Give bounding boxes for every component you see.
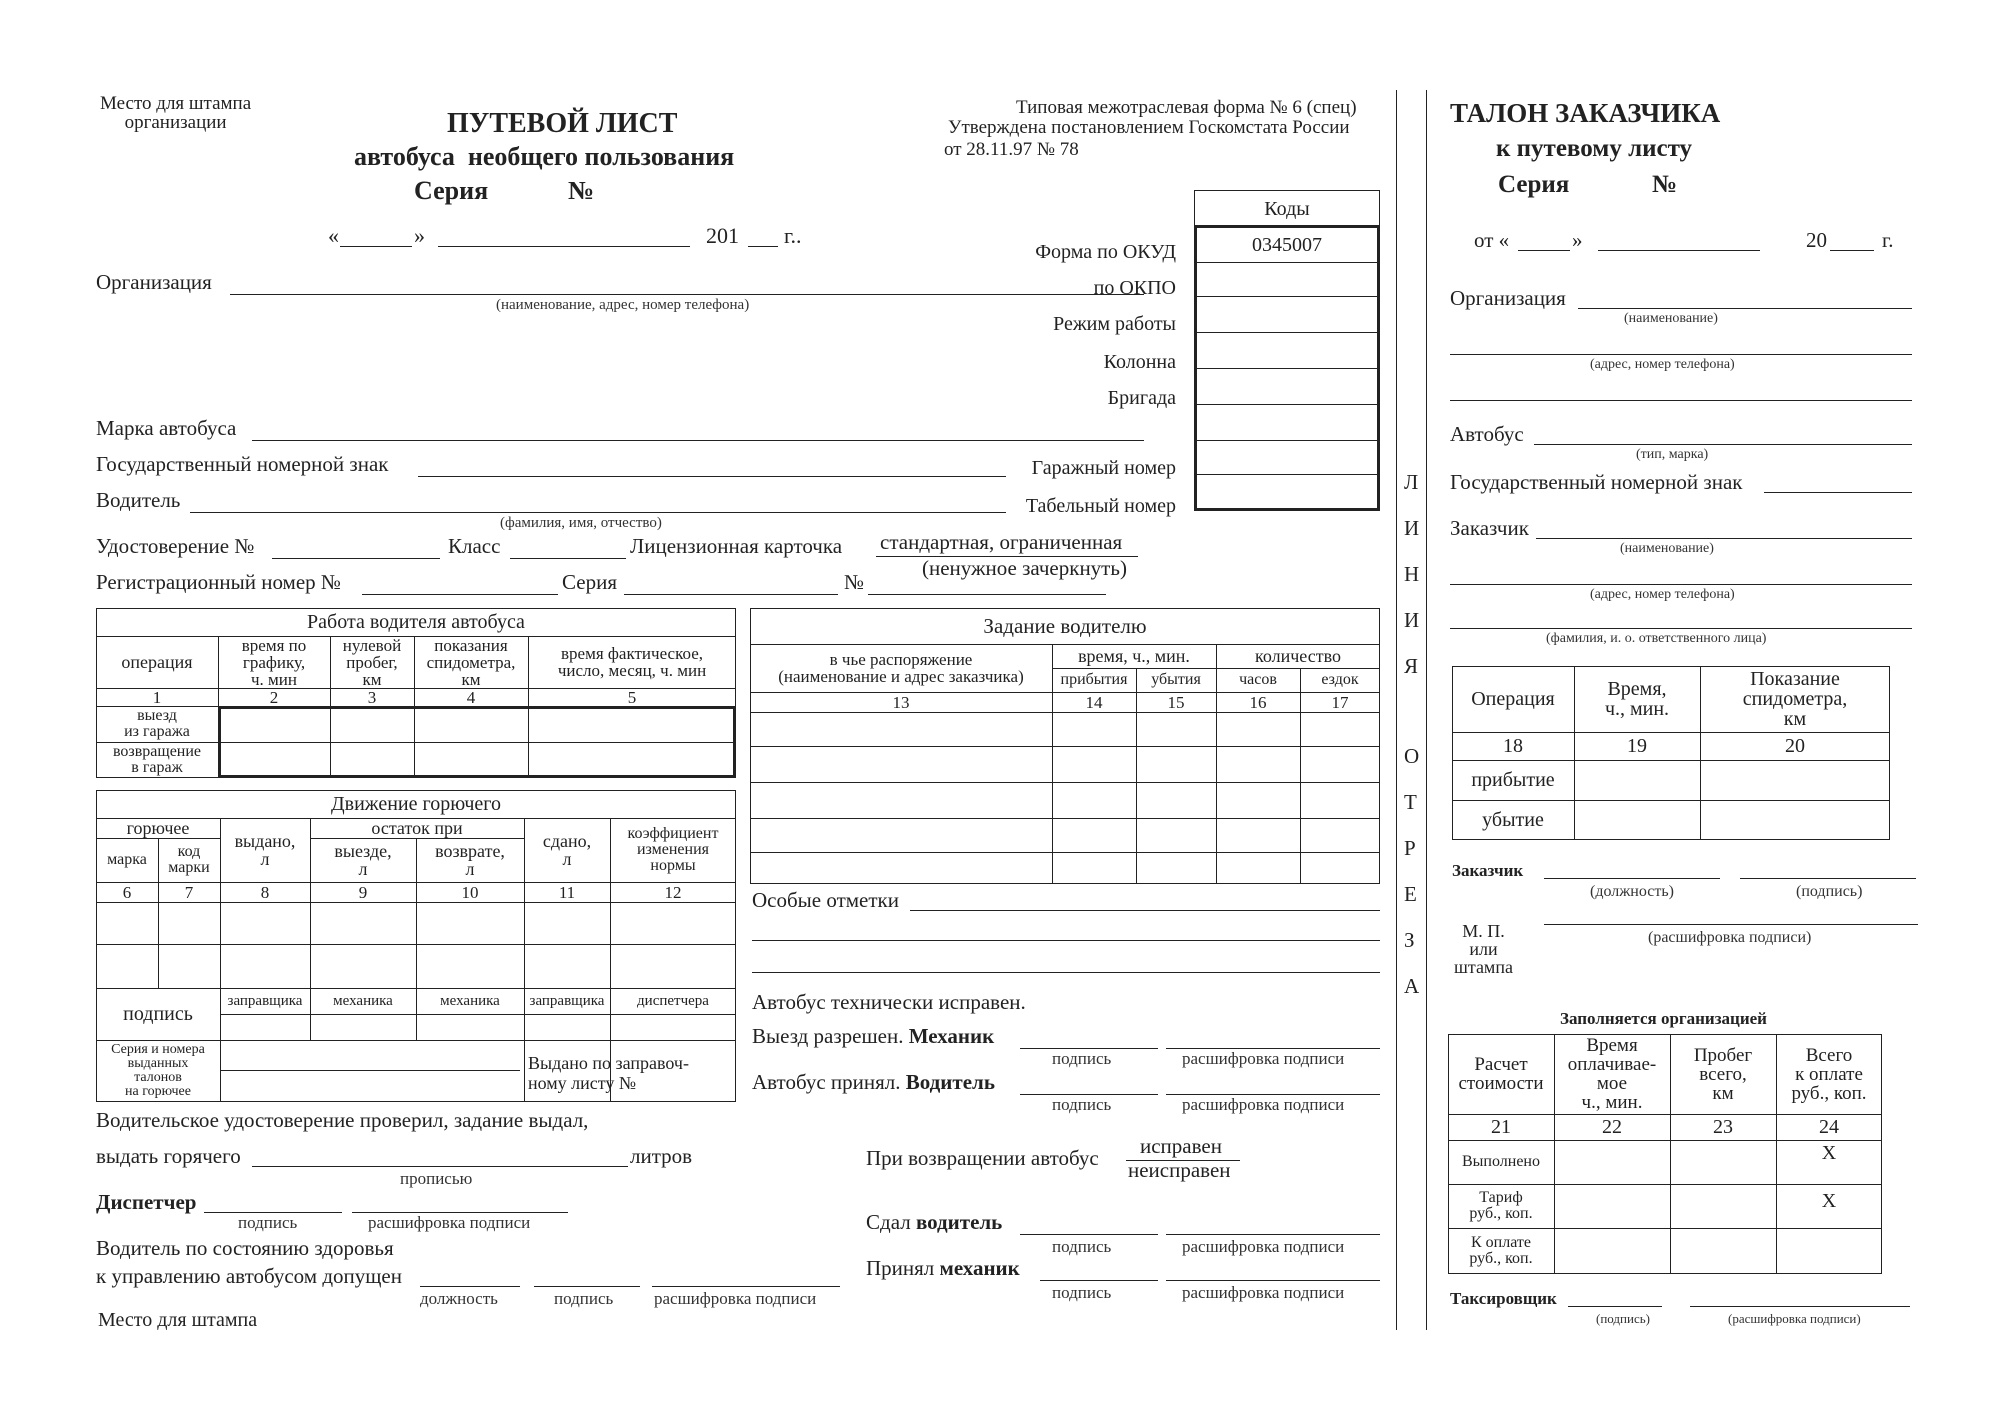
talon-year-suffix: г. <box>1882 228 1894 252</box>
brand-field[interactable] <box>252 440 1144 441</box>
talon-date-close: » <box>1572 228 1583 252</box>
okpo-label: по ОКПО <box>1093 277 1176 299</box>
task-num-17: 17 <box>1331 692 1349 712</box>
talon-calc-row-tariff: Тариф руб., коп. <box>1469 1189 1533 1222</box>
received-mech-label: механик <box>939 1256 1020 1280</box>
talon-op-h-operation: Операция <box>1471 688 1555 710</box>
class-field[interactable] <box>510 558 626 559</box>
form-note-1: Типовая межотраслевая форма № 6 (спец) <box>1016 97 1357 118</box>
mode-label: Режим работы <box>1053 313 1176 335</box>
talon-decode-caption: (расшифровка подписи) <box>1648 929 1812 946</box>
handed-decode-field[interactable] <box>1166 1234 1380 1235</box>
talon-op-h-speedometer: Показание спидометра, км <box>1742 668 1848 730</box>
fuel-h-return: возврате, л <box>435 841 505 879</box>
bus-accepted-text: Автобус принял. <box>752 1070 901 1094</box>
health-decode-field[interactable] <box>652 1286 840 1287</box>
codes-title <box>1194 190 1380 226</box>
fuel-num-6: 6 <box>122 882 132 902</box>
work-row-exit: выезд из гаража <box>124 707 190 740</box>
fuel-num-7: 7 <box>184 882 194 902</box>
talon-date-year[interactable] <box>1830 250 1874 251</box>
checked-text: Водительское удостоверение проверил, задание выдал, <box>96 1108 589 1132</box>
talon-taxer-sign-field[interactable] <box>1568 1306 1662 1307</box>
date-year-suffix: г.. <box>784 223 802 248</box>
fuel-sign-role-3: механика <box>440 992 500 1009</box>
fuel-h-exit: выезде, л <box>334 841 392 879</box>
talon-op-num-19: 19 <box>1627 735 1647 757</box>
cut-line-left <box>1396 90 1397 1330</box>
talon-addr-caption: (адрес, номер телефона) <box>1590 357 1735 372</box>
date-day-line[interactable] <box>340 246 412 247</box>
work-h-speedometer: показания спидометра, км <box>426 635 516 689</box>
page-title: ПУТЕВОЙ ЛИСТ <box>447 108 678 139</box>
received-sign-caption: подпись <box>1052 1283 1112 1302</box>
cut-letter-4: И <box>1404 608 1420 632</box>
task-num-14: 14 <box>1085 692 1103 712</box>
task-h-time: время, ч., мин. <box>1078 646 1190 666</box>
cut-letter-10: З <box>1404 928 1415 952</box>
form-note-3: от 28.11.97 № 78 <box>944 139 1079 160</box>
cut-letter-1: Л <box>1404 470 1419 494</box>
column-label: Колонна <box>1103 351 1176 373</box>
driver-caption: (фамилия, имя, отчество) <box>500 515 662 531</box>
bus-accepted <box>752 1072 995 1093</box>
talon-customer-caption: (наименование) <box>1620 541 1714 556</box>
date-year-line[interactable] <box>748 246 778 247</box>
cut-letter-8: Р <box>1404 836 1416 860</box>
driver-field[interactable] <box>190 512 1006 513</box>
special-notes-field-1[interactable] <box>910 910 1380 911</box>
brigade-label: Бригада <box>1107 387 1176 409</box>
give-fuel-field[interactable] <box>252 1166 628 1167</box>
okud-value: 0345007 <box>1252 234 1322 256</box>
handed-decode-caption: расшифровка подписи <box>1182 1237 1345 1256</box>
talon-op-num-18: 18 <box>1503 735 1523 757</box>
cut-letter-5: Я <box>1404 654 1419 678</box>
health-position-field[interactable] <box>420 1286 520 1287</box>
series-label: Серия <box>414 176 489 205</box>
talon-org-caption: (наименование) <box>1624 311 1718 326</box>
health-position-caption: должность <box>420 1289 498 1308</box>
date-close: » <box>414 223 425 248</box>
talon-cust-sign-field[interactable] <box>1740 878 1916 879</box>
task-num-16: 16 <box>1249 692 1267 712</box>
liters-label: литров <box>630 1144 693 1168</box>
fuel-h-remain: остаток при <box>371 818 463 838</box>
reg-no-field[interactable] <box>868 594 1106 595</box>
talon-calc-h-total: Всего к оплате руб., коп. <box>1791 1044 1867 1104</box>
fuel-num-10: 10 <box>461 882 479 902</box>
work-h-actual-time: время фактическое, число, месяц, ч. мин <box>557 644 707 680</box>
give-fuel-label: выдать горячего <box>96 1144 241 1168</box>
health-decode-caption: расшифровка подписи <box>654 1289 817 1308</box>
org-field[interactable] <box>230 294 1144 295</box>
talon-date-day[interactable] <box>1518 250 1570 251</box>
fuel-sign-role-5: диспетчера <box>637 992 709 1009</box>
license-label: Удостоверение № <box>96 534 255 558</box>
talon-calc-h-time: Время оплачивае- мое ч., мин. <box>1567 1035 1657 1113</box>
talon-calc-h-cost: Расчет стоимости <box>1458 1054 1544 1094</box>
reg-field[interactable] <box>362 594 558 595</box>
page-subtitle: автобуса необщего пользования <box>354 142 735 171</box>
talon-calc-num-23: 23 <box>1713 1116 1733 1138</box>
tech-ok: Автобус технически исправен. <box>752 990 1026 1014</box>
fuel-num-12: 12 <box>664 882 682 902</box>
received-sign-field[interactable] <box>1040 1280 1158 1281</box>
exit-allowed <box>752 1026 994 1047</box>
driver-sign-caption: подпись <box>1052 1095 1112 1114</box>
talon-subtitle: к путевому листу <box>1496 135 1693 162</box>
on-return-label: При возвращении автобус <box>866 1146 1099 1170</box>
talon-op-row-arrival: прибытие <box>1471 769 1555 791</box>
class-label: Класс <box>448 534 501 558</box>
cut-letter-2: И <box>1404 516 1420 540</box>
talon-plate-field[interactable] <box>1764 492 1912 493</box>
talon-plate-label: Государственный номерной знак <box>1450 470 1743 494</box>
health-sign-field[interactable] <box>534 1286 640 1287</box>
fuel-h-issued: выдано, л <box>234 831 296 869</box>
talon-decode-field[interactable] <box>1544 924 1918 925</box>
talon-cust-position-field[interactable] <box>1544 878 1720 879</box>
task-title: Задание водителю <box>983 613 1147 638</box>
work-fill-area[interactable] <box>218 706 736 778</box>
talon-position-caption: (должность) <box>1590 883 1674 900</box>
fuel-sign-role-1: заправщика <box>227 992 303 1009</box>
received-decode-field[interactable] <box>1166 1280 1380 1281</box>
talon-op-h-time: Время, ч., мин. <box>1604 678 1670 720</box>
work-h-zero-run: нулевой пробег, км <box>342 635 402 689</box>
mechanic-label: Механик <box>908 1024 995 1048</box>
driver-decode-caption: расшифровка подписи <box>1182 1095 1345 1114</box>
mechanic-decode-caption: расшифровка подписи <box>1182 1049 1345 1068</box>
talon-calc-x-1: X <box>1821 1142 1837 1164</box>
talon-cust-sign-label: Заказчик <box>1452 861 1524 880</box>
health-2: к управлению автобусом допущен <box>96 1264 402 1288</box>
exit-allowed-text: Выезд разрешен. <box>752 1024 904 1048</box>
talon-calc-row-payable: К оплате руб., коп. <box>1469 1234 1533 1267</box>
fuel-h-coef: коэффициент изменения нормы <box>627 825 719 874</box>
talon-calc-x-2: X <box>1821 1190 1837 1212</box>
fuel-sign-label: подпись <box>123 1003 193 1025</box>
cut-line-right <box>1426 90 1427 1330</box>
talon-person-caption: (фамилия, и. о. ответственного лица) <box>1546 631 1767 646</box>
talon-calc-h-run: Пробег всего, км <box>1693 1044 1753 1104</box>
received-decode-caption: расшифровка подписи <box>1182 1283 1345 1302</box>
brand-label: Марка автобуса <box>96 416 237 440</box>
fuel-h-brand: марка <box>107 851 147 868</box>
garage-label: Гаражный номер <box>1031 457 1176 479</box>
fuel-h-code: код марки <box>168 843 210 876</box>
mechanic-sign-caption: подпись <box>1052 1049 1112 1068</box>
card-label: Лицензионная карточка <box>630 534 843 558</box>
talon-taxer-label: Таксировщик <box>1450 1289 1557 1308</box>
talon-series: Серия <box>1498 171 1570 198</box>
talon-bus-label: Автобус <box>1450 422 1524 446</box>
work-num-5: 5 <box>627 687 637 707</box>
fuel-title: Движение горючего <box>330 793 502 815</box>
card-note: (ненужное зачеркнуть) <box>922 556 1127 580</box>
talon-customer-addr-caption: (адрес, номер телефона) <box>1590 587 1735 602</box>
talon-op-row-depart: убытие <box>1482 809 1544 831</box>
work-h-operation: операция <box>121 652 193 672</box>
handed-driver-label: водитель <box>915 1210 1003 1234</box>
plate-label: Государственный номерной знак <box>96 452 389 476</box>
plate-field[interactable] <box>418 476 1006 477</box>
dispatcher-sign-caption: подпись <box>238 1213 298 1232</box>
talon-addr-field[interactable] <box>1450 354 1912 355</box>
reg-no: № <box>844 570 865 594</box>
stamp-place-bottom: Место для штампа <box>98 1309 258 1331</box>
talon-mp: М. П. или штампа <box>1454 921 1513 977</box>
handed-sign-field[interactable] <box>1020 1234 1158 1235</box>
work-num-2: 2 <box>269 687 279 707</box>
tabel-label: Табельный номер <box>1025 495 1176 517</box>
talon-date-month[interactable] <box>1598 250 1760 251</box>
talon-calc-num-21: 21 <box>1491 1116 1511 1138</box>
dispatcher-label: Диспетчер <box>96 1190 197 1214</box>
codes-title-text: Коды <box>1264 197 1310 220</box>
handed-text: Сдал <box>866 1210 911 1234</box>
talon-from: от « <box>1474 228 1510 252</box>
talon-bus-field[interactable] <box>1534 444 1912 445</box>
talon-year: 20 <box>1806 228 1827 252</box>
stamp-place: Место для штампа организации <box>100 93 252 133</box>
fuel-h-fuel: горючее <box>126 818 190 838</box>
talon-taxer-sign-caption: (подпись) <box>1596 1311 1650 1326</box>
talon-op-num-20: 20 <box>1785 735 1805 757</box>
org-label: Организация <box>96 270 212 294</box>
on-return-not-ok: неисправен <box>1128 1158 1231 1182</box>
card-options: стандартная, ограниченная <box>880 530 1123 554</box>
fuel-issued-by: Выдано по заправоч- ному листу № <box>528 1053 689 1093</box>
date-month-line[interactable] <box>438 246 690 247</box>
work-num-1: 1 <box>152 687 162 707</box>
received-text: Принял <box>866 1256 935 1280</box>
task-h-depart: убытия <box>1151 671 1201 688</box>
health-sign-caption: подпись <box>554 1289 614 1308</box>
talon-customer-field[interactable] <box>1536 538 1912 539</box>
talon-customer-addr-field[interactable] <box>1450 584 1912 585</box>
date-year: 201 <box>706 223 739 248</box>
talon-number: № <box>1652 171 1678 198</box>
fuel-sign-role-4: заправщика <box>529 992 605 1009</box>
special-notes-field-3[interactable] <box>752 972 1380 973</box>
number-label: № <box>568 176 595 205</box>
work-title: Работа водителя автобуса <box>307 611 525 633</box>
task-h-qty: количество <box>1255 646 1341 666</box>
fuel-sign-role-2: механика <box>333 992 393 1009</box>
driver-sign-label: Водитель <box>905 1070 995 1094</box>
talon-org-field[interactable] <box>1578 308 1912 309</box>
form-note-2: Утверждена постановлением Госкомстата России <box>948 117 1350 138</box>
talon-org-label: Организация <box>1450 286 1566 310</box>
license-field[interactable] <box>272 558 440 559</box>
special-notes-field-2[interactable] <box>752 940 1380 941</box>
task-h-order: в чье распоряжение (наименование и адрес заказчика) <box>778 650 1024 686</box>
okud-label: Форма по ОКУД <box>1035 241 1176 263</box>
dispatcher-decode-caption: расшифровка подписи <box>368 1213 531 1232</box>
reg-series: Серия <box>562 570 617 594</box>
date-open: « <box>328 223 339 248</box>
work-row-return: возвращение в гараж <box>112 743 202 776</box>
work-num-4: 4 <box>466 687 476 707</box>
work-h-schedule: время по графику, ч. мин <box>241 635 307 689</box>
handed-label <box>866 1212 1002 1233</box>
talon-taxer-decode-caption: (расшифровка подписи) <box>1728 1311 1861 1326</box>
handed-sign-caption: подпись <box>1052 1237 1112 1256</box>
talon-title: ТАЛОН ЗАКАЗЧИКА <box>1450 98 1721 128</box>
cut-letter-6: О <box>1404 744 1420 768</box>
in-words-caption: прописью <box>400 1169 473 1188</box>
special-notes-label: Особые отметки <box>752 888 899 912</box>
cut-letter-11: А <box>1404 974 1420 998</box>
task-h-trips: ездок <box>1321 671 1359 688</box>
talon-person-field[interactable] <box>1450 628 1912 629</box>
talon-calc-num-22: 22 <box>1602 1116 1622 1138</box>
fuel-num-9: 9 <box>358 882 368 902</box>
talon-addr-field-2[interactable] <box>1450 400 1912 401</box>
cut-letter-9: Е <box>1404 882 1417 906</box>
health-1: Водитель по состоянию здоровья <box>96 1236 394 1260</box>
driver-label: Водитель <box>96 488 181 512</box>
talon-taxer-decode-field[interactable] <box>1690 1306 1910 1307</box>
task-num-13: 13 <box>892 692 910 712</box>
talon-org-fill: Заполняется организацией <box>1560 1009 1767 1028</box>
fuel-coupons: Серия и номера выданных талонов на горючее <box>111 1042 205 1099</box>
talon-calc-num-24: 24 <box>1819 1116 1839 1138</box>
talon-customer-label: Заказчик <box>1450 516 1529 540</box>
cut-letter-3: Н <box>1404 562 1420 586</box>
on-return-ok: исправен <box>1140 1134 1222 1158</box>
reg-label: Регистрационный номер № <box>96 570 341 594</box>
task-h-hours: часов <box>1239 671 1277 688</box>
task-num-15: 15 <box>1167 692 1185 712</box>
talon-bus-caption: (тип, марка) <box>1636 447 1709 462</box>
reg-series-field[interactable] <box>624 594 838 595</box>
fuel-h-handed: сдано, л <box>542 831 592 869</box>
talon-sign-caption: (подпись) <box>1796 883 1863 900</box>
org-caption: (наименование, адрес, номер телефона) <box>496 297 750 313</box>
fuel-num-8: 8 <box>260 882 270 902</box>
work-num-3: 3 <box>367 687 377 707</box>
talon-calc-row-done: Выполнено <box>1462 1153 1540 1170</box>
received-label <box>866 1258 1020 1279</box>
fuel-num-11: 11 <box>558 882 576 902</box>
cut-letter-7: Т <box>1404 790 1417 814</box>
task-h-arrival: прибытия <box>1060 671 1128 688</box>
